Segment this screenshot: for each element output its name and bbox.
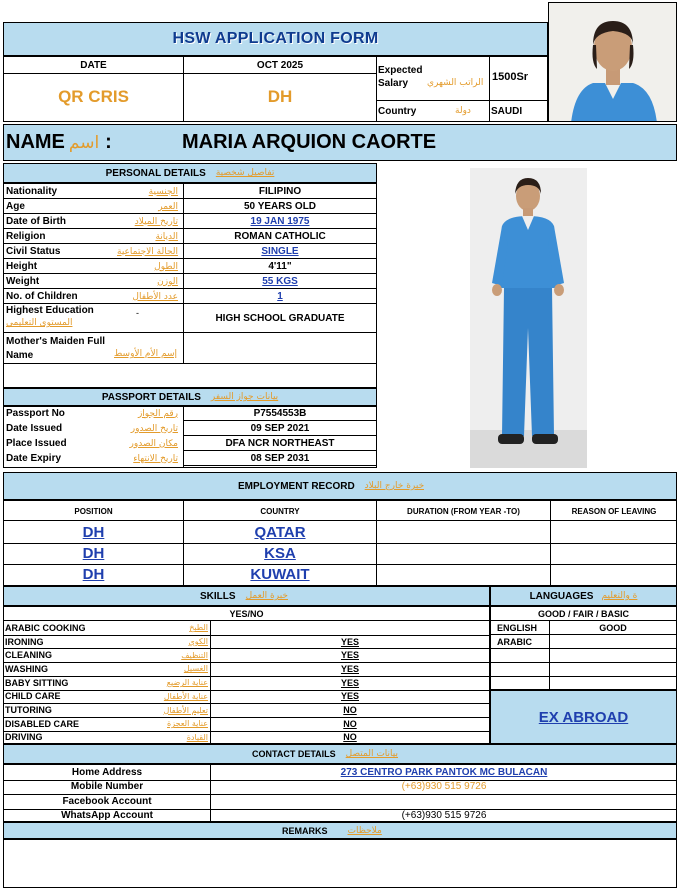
personal-row-value: ROMAN CATHOLIC	[234, 231, 326, 242]
skill-row-value: NO	[343, 732, 357, 743]
contact-row-value: (+63)930 515 9726	[401, 810, 487, 822]
personal-row-label: Nationality	[6, 186, 58, 197]
contact-row-value	[211, 794, 677, 809]
skill-row-ar: الطبخ	[189, 623, 208, 633]
personal-row-ar: العمر	[158, 201, 178, 212]
skill-row-label: WASHING	[5, 663, 49, 674]
passport-title-group	[3, 388, 377, 406]
skill-row-value: YES	[340, 677, 359, 688]
personal-row-ar: الطول	[154, 261, 178, 272]
ex-abroad-label: EX ABROAD	[538, 708, 629, 726]
personal-row-ar: الجنسية	[148, 186, 178, 197]
language-row-level: GOOD	[599, 623, 627, 633]
personal-row-value: SINGLE	[261, 246, 299, 257]
personal-row-label: No. of Children	[6, 291, 78, 302]
skill-row-value: YES	[340, 663, 359, 674]
passport-details-title: PASSPORT DETAILS	[101, 391, 201, 403]
skill-row-label: BABY SITTING	[5, 677, 69, 688]
personal-row-value: FILIPINO	[258, 186, 302, 197]
contact-row-label: WhatsApp Account	[61, 810, 153, 822]
emp-header-reason: REASON OF LEAVING	[571, 506, 657, 516]
skill-row-ar: التنظيف	[181, 650, 208, 660]
personal-row-value: 50 YEARS OLD	[243, 201, 317, 212]
personal-row-ar: الوزن	[157, 276, 178, 287]
maiden-name-value	[184, 334, 376, 362]
personal-details-title-ar: تفاصيل شخصية	[215, 168, 275, 178]
personal-row-value: 4'11"	[268, 261, 292, 272]
languages-title-ar: ة والتعليم	[601, 591, 638, 601]
position-code: DH	[267, 87, 293, 106]
applicant-full-body-photo	[470, 168, 587, 468]
personal-row-label: Religion	[6, 231, 46, 242]
expected-salary-ar: الراتب الشهري	[427, 78, 484, 88]
employment-title-ar: خبرة خارج البلاد	[364, 481, 425, 491]
maiden-name-ar: إسم الأم الأوسط	[114, 349, 178, 359]
expected-salary-value: 1500Sr	[492, 71, 529, 83]
contact-title-ar: بيانات المتصل	[345, 749, 398, 759]
personal-row-ar: الحالة الاجتماعية	[117, 246, 178, 257]
personal-details-title: PERSONAL DETAILS	[105, 167, 206, 179]
passport-row-label: Date Issued	[6, 423, 63, 434]
skill-row-ar: الغسيل	[183, 664, 208, 674]
emp-row-position: DH	[82, 566, 105, 583]
passport-row-value: 09 SEP 2021	[184, 421, 376, 436]
employment-title: EMPLOYMENT RECORD	[238, 480, 355, 492]
name-label-group	[6, 124, 112, 161]
ex-abroad-box	[490, 690, 677, 744]
personal-row-label: Date of Birth	[6, 216, 66, 227]
languages-scale: GOOD / FAIR / BASIC	[537, 608, 629, 619]
skills-title-group	[200, 586, 288, 606]
languages-title: LANGUAGES	[529, 590, 594, 602]
contact-row-label: Mobile Number	[70, 781, 144, 793]
emp-header-country: COUNTRY	[260, 506, 300, 516]
passport-details-title-ar: بيانات جواز السفر	[210, 392, 279, 402]
skill-row-ar: القيادة	[186, 732, 208, 742]
skill-row-label: CHILD CARE	[5, 691, 61, 702]
contact-row-label: Home Address	[71, 766, 143, 778]
country-value: SAUDI	[491, 105, 523, 117]
name-label: NAME	[6, 131, 65, 153]
skill-row-ar: عناية الأطفال	[163, 691, 208, 701]
passport-row-ar: تاريخ الانتهاء	[133, 453, 178, 464]
emp-header-duration: DURATION (FROM YEAR -TO)	[407, 506, 520, 516]
emp-row-position: DH	[82, 524, 105, 541]
contact-title: CONTACT DETAILS	[252, 749, 336, 759]
contact-title-group	[252, 744, 398, 764]
form-title-bar	[3, 22, 548, 56]
name-colon: :	[105, 131, 112, 153]
language-row-name: ENGLISH	[497, 623, 538, 633]
education-value: HIGH SCHOOL GRADUATE	[215, 312, 345, 324]
education-label: Highest Education	[6, 305, 94, 316]
personal-row-ar: عدد الأطفال	[132, 291, 178, 302]
skills-yesno-header: YES/NO	[229, 608, 264, 619]
contact-row-label: Facebook Account	[62, 795, 152, 807]
education-dash: -	[136, 308, 139, 318]
skill-row-value: YES	[340, 636, 359, 647]
skill-row-value: NO	[343, 718, 357, 729]
personal-row-value: 19 JAN 1975	[250, 216, 310, 227]
skill-row-value	[211, 621, 489, 635]
skill-row-ar: عناية الرضيع	[166, 678, 208, 688]
passport-row-value: DFA NCR NORTHEAST	[184, 436, 376, 451]
remarks-title-ar: ملاحظات	[347, 825, 382, 836]
passport-row-value: 08 SEP 2031	[184, 451, 376, 466]
skill-row-ar: عناية العجزة	[167, 719, 208, 729]
emp-row-position: DH	[82, 545, 105, 562]
date-value: OCT 2025	[256, 59, 304, 71]
applicant-name: MARIA ARQUION CAORTE	[182, 131, 437, 153]
education-ar: المستوى التعليمي	[6, 318, 73, 328]
passport-row-ar: رقم الجواز	[137, 408, 178, 419]
date-label: DATE	[80, 59, 107, 71]
expected-salary-label: Expected Salary	[378, 65, 423, 89]
skill-row-ar: الكوي	[188, 637, 208, 647]
skill-row-ar: تعليم الأطفال	[163, 705, 208, 715]
passport-row-label: Place Issued	[6, 438, 67, 449]
skill-row-value: YES	[340, 650, 359, 661]
emp-header-position: POSITION	[74, 506, 113, 516]
remarks-title-group	[282, 822, 382, 839]
personal-row-label: Weight	[6, 276, 40, 287]
remarks-box	[3, 839, 677, 888]
remarks-title: REMARKS	[282, 825, 328, 836]
emp-row-country: QATAR	[254, 524, 306, 541]
passport-row-label: Date Expiry	[6, 453, 62, 464]
agency-name: QR CRIS	[58, 87, 129, 106]
skill-row-label: TUTORING	[5, 705, 52, 716]
personal-details-title-group	[3, 163, 377, 183]
employment-title-group	[238, 472, 424, 500]
passport-row-label: Passport No	[6, 408, 65, 419]
emp-row-country: KSA	[264, 545, 296, 562]
skill-row-value: YES	[340, 691, 359, 702]
emp-row-country: KUWAIT	[250, 566, 310, 583]
personal-row-value: 55 KGS	[262, 276, 298, 287]
skill-row-label: ARABIC COOKING	[5, 622, 86, 633]
personal-row-ar: الديانة	[155, 231, 178, 242]
country-label: Country	[378, 105, 417, 117]
passport-row-ar: مكان الصدور	[129, 438, 178, 449]
skill-row-label: DISABLED CARE	[5, 718, 80, 729]
language-row-name: ARABIC	[497, 637, 532, 647]
applicant-portrait	[548, 2, 677, 122]
skill-row-label: CLEANING	[5, 650, 52, 661]
country-ar: دولة	[455, 106, 471, 116]
languages-title-group	[490, 586, 677, 606]
form-title: HSW APPLICATION FORM	[172, 30, 379, 47]
skills-title-ar: خبرة العمل	[245, 591, 288, 601]
contact-row-value: (+63)930 515 9726	[401, 781, 487, 793]
personal-row-label: Civil Status	[6, 246, 61, 257]
skill-row-value: NO	[343, 705, 357, 716]
personal-row-ar: تاريخ الميلاد	[134, 216, 178, 227]
personal-row-value: 1	[277, 291, 283, 302]
personal-row-label: Height	[6, 261, 38, 272]
language-row-level	[550, 635, 676, 649]
contact-row-value: 273 CENTRO PARK PANTOK MC BULACAN	[340, 766, 548, 778]
personal-row-label: Age	[6, 201, 25, 212]
passport-row-ar: تاريخ الصدور	[130, 423, 178, 434]
skill-row-label: DRIVING	[5, 732, 43, 743]
skills-title: SKILLS	[200, 590, 236, 602]
name-label-ar: اسم	[68, 132, 100, 153]
skill-row-label: IRONING	[5, 636, 44, 647]
maiden-name-label: Mother's Maiden Full Name	[6, 336, 106, 361]
passport-row-value: P7554553B	[184, 406, 376, 421]
